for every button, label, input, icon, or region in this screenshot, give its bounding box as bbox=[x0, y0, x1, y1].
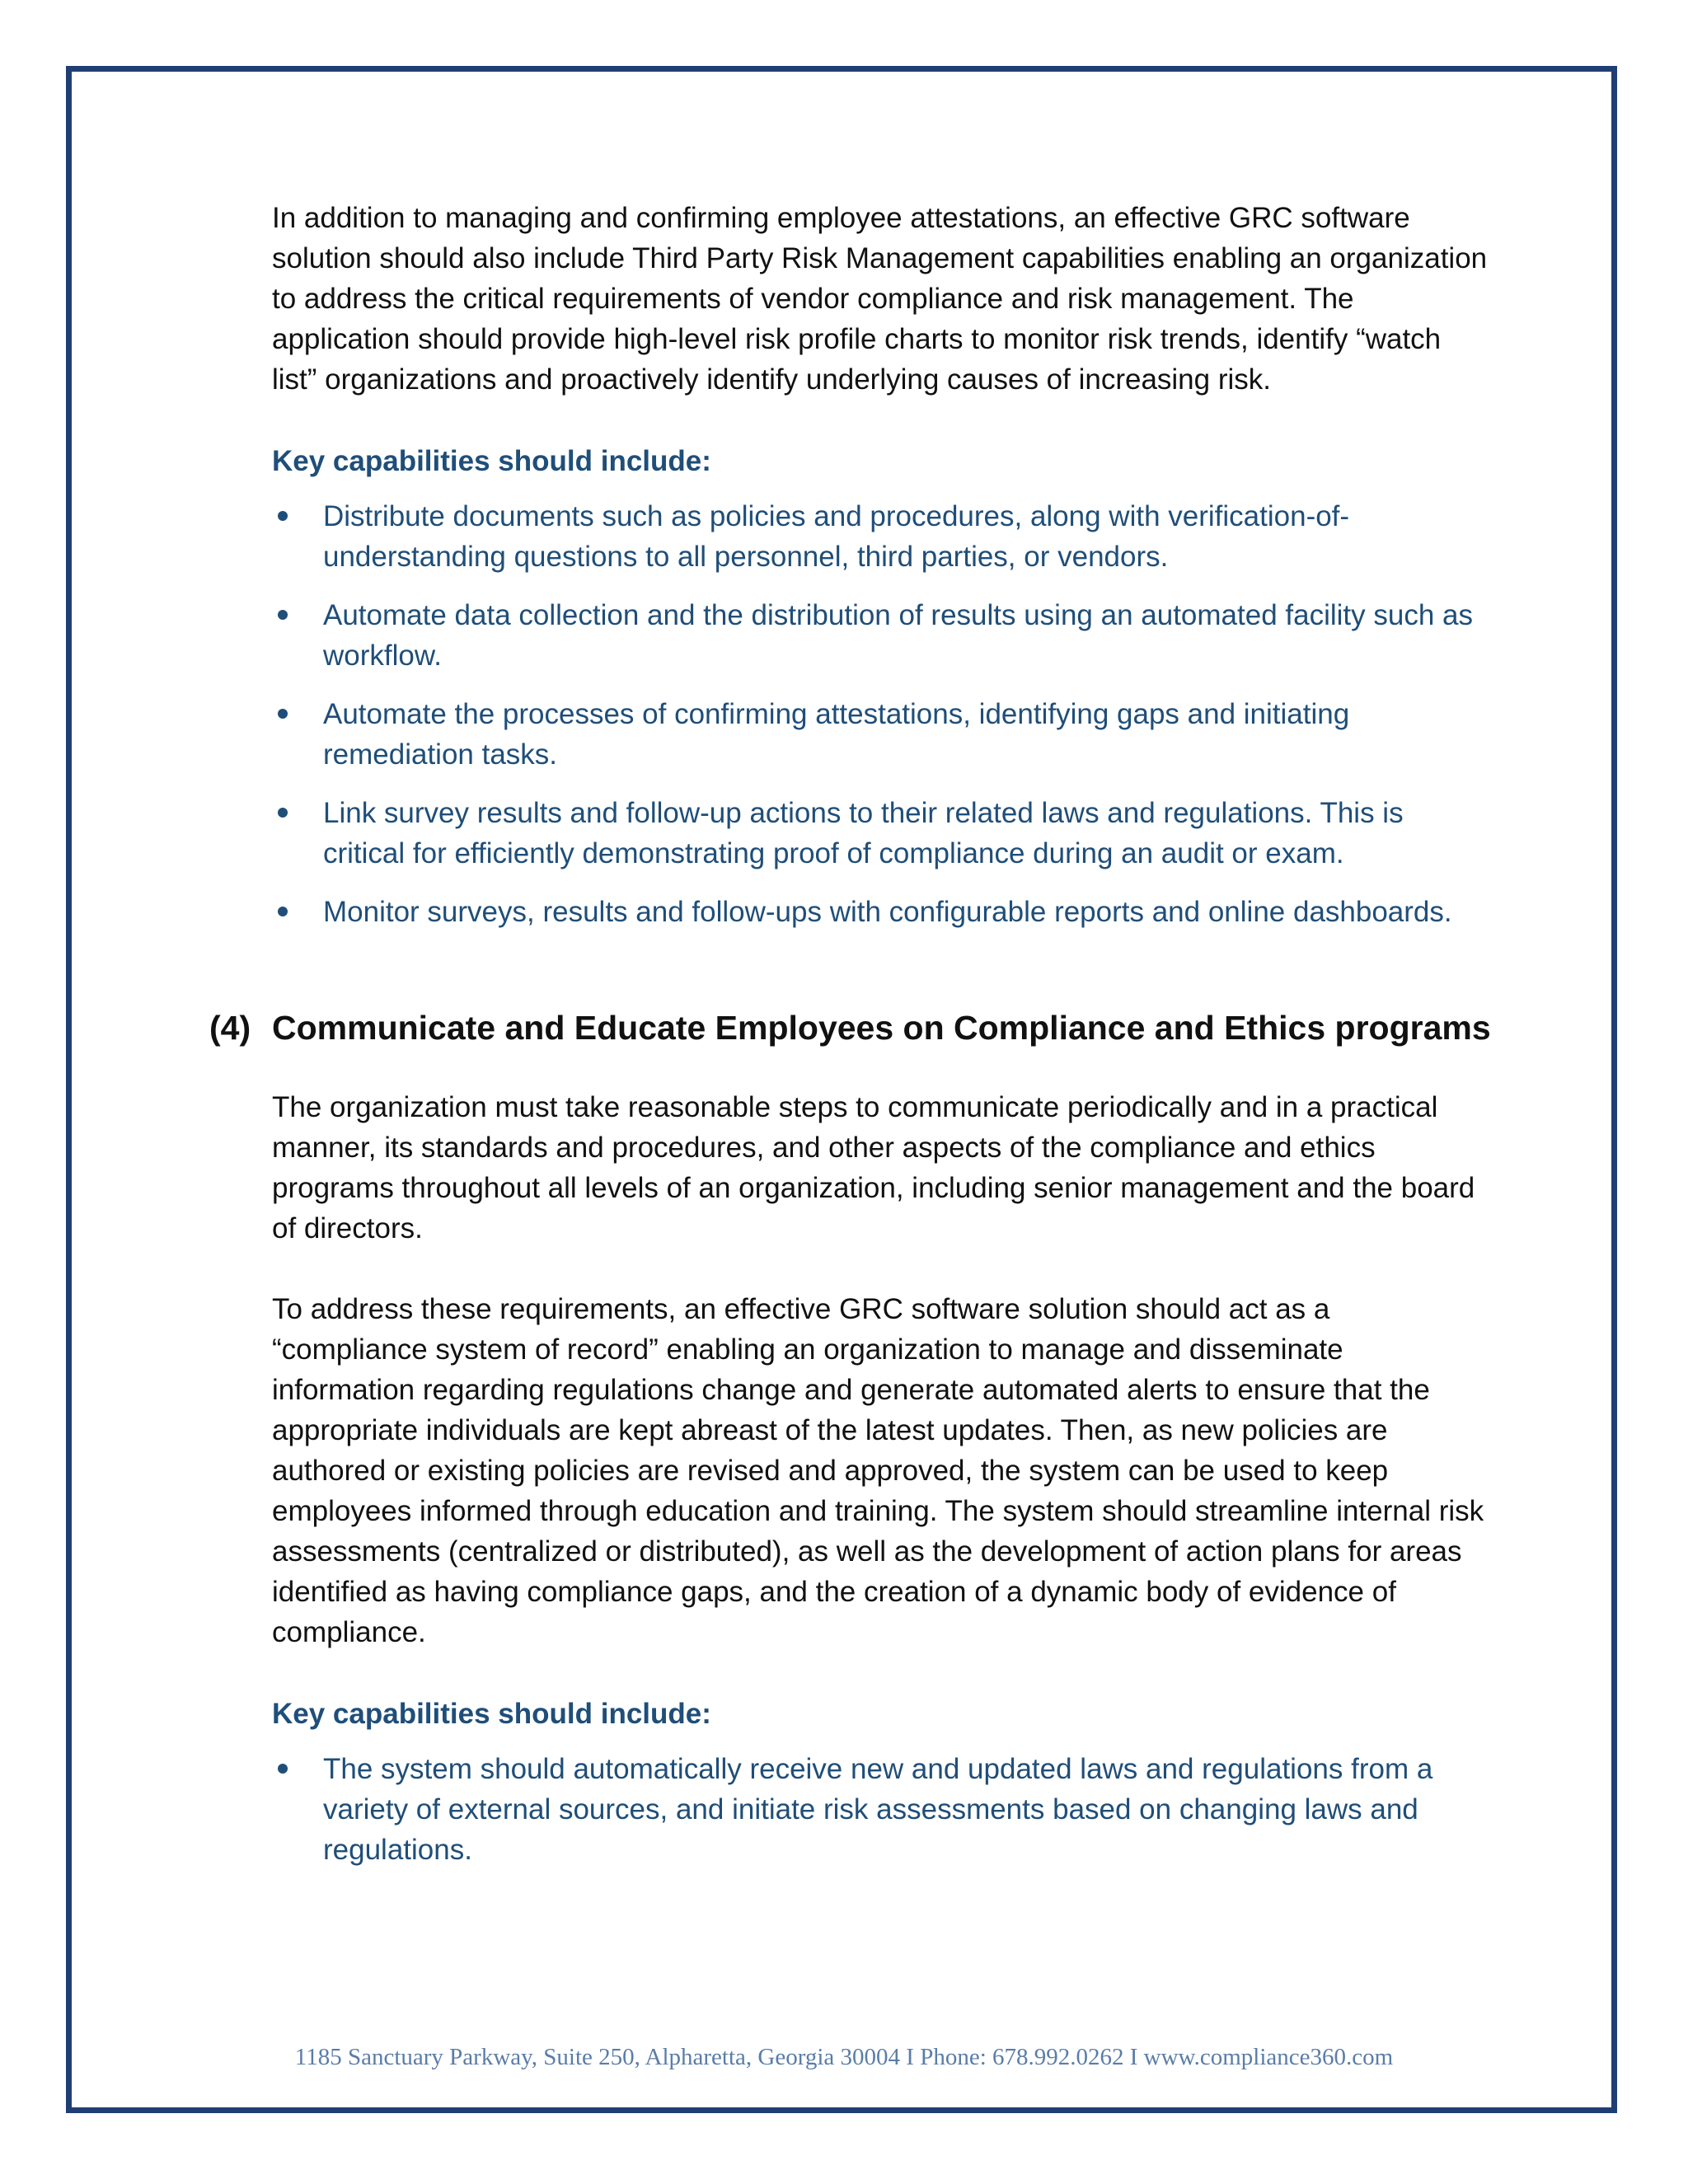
list-item bbox=[272, 694, 1492, 775]
section-title: Communicate and Educate Employees on Compliance and Ethics programs bbox=[272, 1009, 1491, 1047]
bullet-icon bbox=[278, 1764, 288, 1774]
bullet-icon bbox=[278, 709, 288, 719]
bullet-text: Distribute documents such as policies and procedures, along with verification-of-understanding questions to all personnel, third parties, or vendors. bbox=[323, 500, 1350, 573]
intro-paragraph: In addition to managing and confirming employee attestations, an effective GRC software solution should also include Third Party Risk Management capabilities enabling an organization to address the critical requirements of vendor compliance and risk management. The application should provide high-level risk profile charts to monitor risk trends, identify “watch list” organizations and proactively identify underlying causes of increasing risk. bbox=[272, 202, 1488, 396]
section-heading bbox=[209, 1008, 1492, 1048]
list-item bbox=[272, 595, 1492, 676]
bullet-icon bbox=[278, 808, 288, 818]
bullet-text: The system should automatically receive new and updated laws and regulations from a variety of external sources, and initiate risk assessments based on changing laws and regulations. bbox=[323, 1753, 1433, 1866]
document-body bbox=[209, 198, 1492, 1888]
key-capabilities-heading-1: Key capabilities should include: bbox=[272, 445, 711, 477]
bullet-text: Automate the processes of confirming attestations, identifying gaps and initiating remediation tasks. bbox=[323, 698, 1350, 771]
list-item bbox=[272, 496, 1492, 577]
bullet-icon bbox=[278, 610, 288, 620]
list-item bbox=[272, 1749, 1492, 1870]
section-number: (4) bbox=[209, 1009, 251, 1047]
page-footer: 1185 Sanctuary Parkway, Suite 250, Alpharetta, Georgia 30004 I Phone: 678.992.0262 I www.compliance360.com bbox=[294, 2044, 1394, 2070]
capabilities-list-1 bbox=[272, 496, 1492, 932]
bullet-text: Automate data collection and the distribution of results using an automated facility such as workflow. bbox=[323, 599, 1473, 672]
bullet-icon bbox=[278, 511, 288, 521]
paragraph-spacer bbox=[272, 1249, 1492, 1289]
bullet-text: Monitor surveys, results and follow-ups with configurable reports and online dashboards. bbox=[323, 896, 1452, 928]
bullet-icon bbox=[278, 907, 288, 916]
bullet-text: Link survey results and follow-up actions to their related laws and regulations. This is critical for efficiently demonstrating proof of compliance during an audit or exam. bbox=[323, 797, 1404, 869]
section-paragraph-2: To address these requirements, an effective GRC software solution should act as a “compliance system of record” enabling an organization to manage and disseminate information regarding regulations change and generate automated alerts to ensure that the appropriate individuals are kept abreast of the latest updates. Then, as new policies are authored or existing policies are revised and approved, the system can be used to keep employees informed through education and training. The system should streamline internal risk assessments (centralized or distributed), as well as the development of action plans for areas identified as having compliance gaps, and the creation of a dynamic body of evidence of compliance. bbox=[272, 1293, 1484, 1648]
list-item bbox=[272, 892, 1492, 932]
key-capabilities-heading-2: Key capabilities should include: bbox=[272, 1698, 711, 1730]
capabilities-list-2 bbox=[272, 1749, 1492, 1870]
section-paragraph-1: The organization must take reasonable steps to communicate periodically and in a practical manner, its standards and procedures, and other aspects of the compliance and ethics programs throughout all levels of an organization, including senior management and the board of directors. bbox=[272, 1091, 1475, 1244]
list-item bbox=[272, 793, 1492, 874]
